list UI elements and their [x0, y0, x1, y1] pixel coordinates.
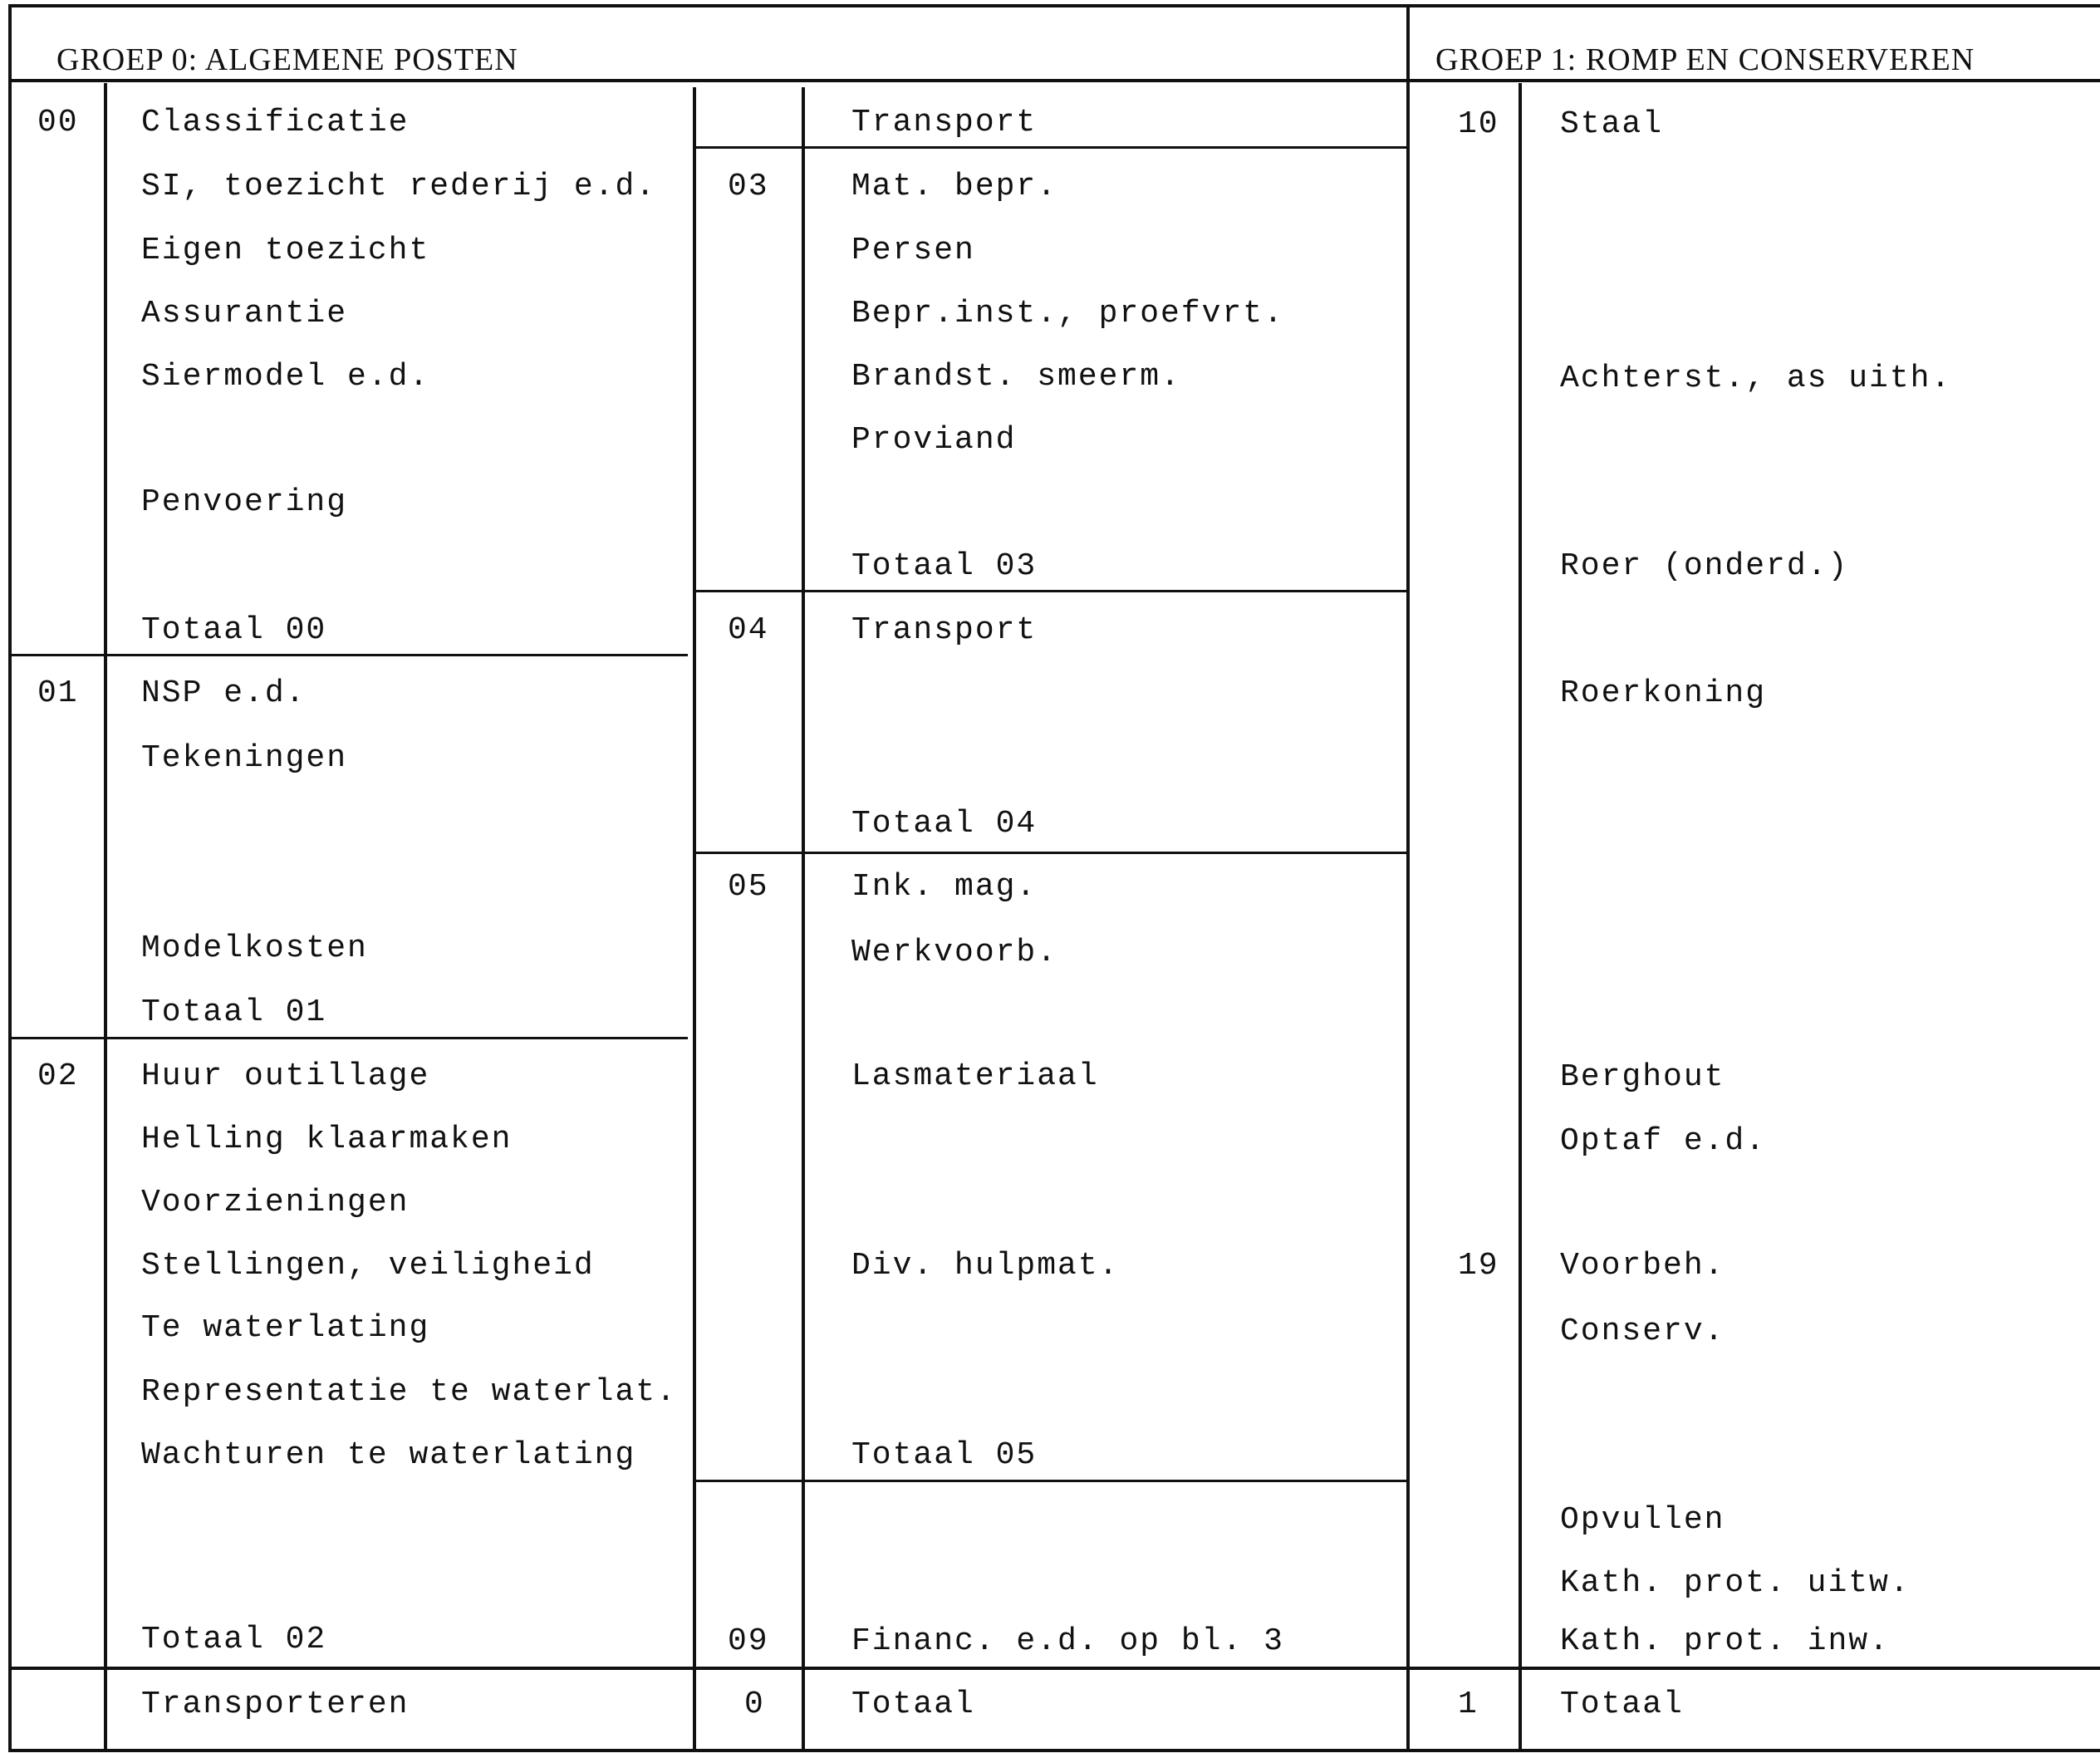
bottom-border [8, 1749, 2100, 1752]
item-01-modelkosten: Modelkosten [141, 931, 368, 966]
item-00-assurantie: Assurantie [141, 296, 348, 331]
item-02-stellingen: Stellingen, veiligheid [141, 1248, 595, 1284]
code-04: 04 [728, 612, 769, 648]
footer-divider [8, 1667, 2100, 1670]
item-02-wachturen: Wachturen te waterlating [141, 1437, 636, 1473]
item-02-helling: Helling klaarmaken [141, 1122, 513, 1157]
g1-staal: Staal [1560, 106, 1664, 142]
total-01: Totaal 01 [141, 994, 327, 1030]
g1-kath-inw: Kath. prot. inw. [1560, 1623, 1890, 1659]
code-03: 03 [728, 169, 769, 204]
divider-00-01 [8, 654, 688, 656]
item-00-toezicht-rederij: SI, toezicht rederij e.d. [141, 169, 657, 204]
divider-transport-03 [693, 146, 1406, 149]
col-divider-group1 [1406, 4, 1410, 1749]
item-03-mat-bepr: Mat. bepr. [851, 169, 1058, 204]
left-border [8, 4, 12, 1752]
top-border [8, 4, 2100, 7]
group0-title: GROEP 0: ALGEMENE POSTEN [56, 42, 518, 77]
g1-roerkoning: Roerkoning [1560, 675, 1767, 711]
g1-berghout: Berghout [1560, 1059, 1725, 1095]
col-divider-middle-codes [693, 87, 696, 1749]
g1-achterst: Achterst., as uith. [1560, 361, 1952, 396]
total-00: Totaal 00 [141, 612, 327, 648]
item-05-div-hulpmat: Div. hulpmat. [851, 1248, 1120, 1284]
item-01-tekeningen: Tekeningen [141, 740, 348, 776]
item-05-ink-mag: Ink. mag. [851, 869, 1038, 905]
item-00-eigen-toezicht: Eigen toezicht [141, 233, 430, 268]
item-00-classificatie: Classificatie [141, 105, 410, 140]
code-05: 05 [728, 869, 769, 905]
col-divider-middle-text [802, 87, 805, 1749]
footer-code-1: 1 [1458, 1687, 1479, 1722]
item-03-bepr-inst: Bepr.inst., proefvrt. [851, 296, 1284, 331]
code-10: 10 [1458, 106, 1499, 142]
divider-01-02 [8, 1037, 688, 1039]
total-04: Totaal 04 [851, 806, 1038, 842]
col-divider-group1-codes [1519, 83, 1522, 1749]
g1-optaf: Optaf e.d. [1560, 1123, 1767, 1159]
divider-05-09 [693, 1480, 1406, 1482]
item-09-financ: Financ. e.d. op bl. 3 [851, 1623, 1284, 1659]
g1-voorbeh: Voorbeh. [1560, 1248, 1725, 1284]
code-00: 00 [37, 105, 79, 140]
item-05-lasmateriaal: Lasmateriaal [851, 1058, 1099, 1094]
item-01-nsp: NSP e.d. [141, 675, 307, 711]
g1-conserv: Conserv. [1560, 1314, 1725, 1349]
code-02: 02 [37, 1058, 79, 1094]
item-02-huur-outillage: Huur outillage [141, 1058, 430, 1094]
footer-totaal-0: Totaal [851, 1687, 975, 1722]
g1-roer: Roer (onderd.) [1560, 548, 1849, 584]
group1-title: GROEP 1: ROMP EN CONSERVEREN [1435, 42, 1975, 77]
header-divider [8, 79, 2100, 82]
total-05: Totaal 05 [851, 1437, 1038, 1473]
footer-totaal-1: Totaal [1560, 1687, 1684, 1722]
divider-04-05 [693, 852, 1406, 854]
item-02-te-waterlating: Te waterlating [141, 1310, 430, 1346]
transport-top: Transport [851, 105, 1038, 140]
footer-code-0: 0 [744, 1687, 765, 1722]
footer-transporteren: Transporteren [141, 1687, 410, 1722]
code-19: 19 [1458, 1248, 1499, 1284]
divider-03-04 [693, 590, 1406, 592]
code-09: 09 [728, 1623, 769, 1659]
item-02-voorzieningen: Voorzieningen [141, 1185, 410, 1220]
total-03: Totaal 03 [851, 548, 1038, 584]
total-02: Totaal 02 [141, 1622, 327, 1657]
item-02-representatie: Representatie te waterlat. [141, 1374, 677, 1410]
item-03-proviand: Proviand [851, 422, 1017, 458]
col-divider-left-codes [104, 83, 107, 1749]
item-03-persen: Persen [851, 233, 975, 268]
code-01: 01 [37, 675, 79, 711]
item-00-siermodel: Siermodel e.d. [141, 359, 430, 395]
g1-opvullen: Opvullen [1560, 1502, 1725, 1538]
item-03-brandst: Brandst. smeerm. [851, 359, 1181, 395]
item-04-transport: Transport [851, 612, 1038, 648]
item-00-penvoering: Penvoering [141, 484, 348, 520]
item-05-werkvoorb: Werkvoorb. [851, 935, 1058, 970]
g1-kath-uitw: Kath. prot. uitw. [1560, 1565, 1911, 1601]
